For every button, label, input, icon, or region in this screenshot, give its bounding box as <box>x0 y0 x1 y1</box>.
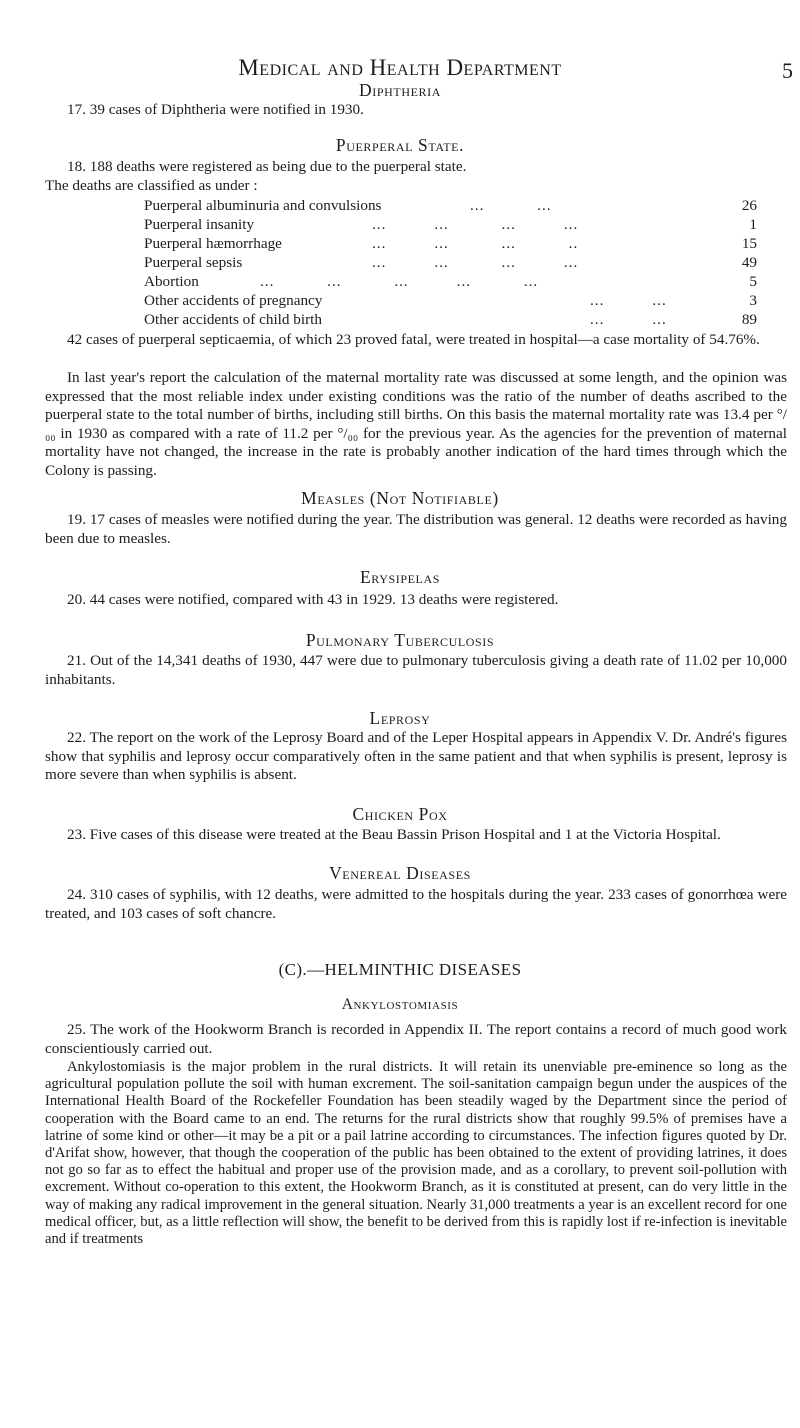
row-label: Puerperal albuminuria and convulsions <box>144 197 382 214</box>
leprosy-paragraph: 22. The report on the work of the Leprosy Board and of the Leper Hospital appears in Appendix V. Dr. André's figures show that syphilis and leprosy occur comparatively often in the same patient and that when syphilis is present, leprosy is more severe than when syphilis is absent. <box>45 729 787 783</box>
erysipelas-heading: Erysipelas <box>359 567 441 587</box>
row-label: Puerperal sepsis <box>144 254 243 271</box>
ankylostomiasis-heading: Ankylostomiasis <box>341 996 459 1013</box>
leader-dots: ... ... ... ... <box>372 216 579 233</box>
tuberculosis-paragraph: 21. Out of the 14,341 deaths of 1930, 447 were due to pulmonary tuberculosis giving a death rate of 11.02 per 10,000 inhabitants. <box>45 652 787 688</box>
puerperal-intro: 18. 188 deaths were registered as being due to the puerperal state. <box>67 158 467 175</box>
venereal-heading: Venereal Diseases <box>329 863 471 883</box>
tuberculosis-heading: Pulmonary Tuberculosis <box>305 630 495 650</box>
row-label: Puerperal insanity <box>144 216 255 233</box>
ankylostomiasis-paragraph-2: Ankylostomiasis is the major problem in the rural districts. It will retain its unenviable pre-eminence so long as the agricultural population pollute the soil with human excrement. The soil-sanitation campaign begun under the auspices of the International Health Board of the Rockefeller Foundation has been steadily waged by the Department since the period of cooperation with the Board came to an end. The returns for the rural districts show that roughly 99.5% of premises have a latrine of some kind or other—it may be a pit or a pail latrine according to circumstances. The infection figures quoted by Dr. d'Arifat show, however, that though the cooperation of the public has been obtained to the extent of providing latrines, it does not go so far as to effect the habitual and proper use of the provision made, and as a corollary, to prevent soil-pollution with excrement. Without co-operation to this extent, the Hookworm Branch, as it is constituted at present, can do very little in the way of making any radical improvement in the general situation. Nearly 31,000 treatments a year is an excellent record for one medical officer, but, as a little reflection will show, the benefit to be derived from this is rapidly lost if re-infection is inevitable and if treatments <box>45 1059 787 1248</box>
row-label: Other accidents of child birth <box>144 311 322 328</box>
puerperal-classified: The deaths are classified as under : <box>45 177 258 194</box>
venereal-paragraph: 24. 310 cases of syphilis, with 12 deaths, were admitted to the hospitals during the year. 233 cases of gonorrhœa were treated, and 103 cases of soft chancre. <box>45 886 787 922</box>
leader-dots: ... ... <box>590 311 667 328</box>
leader-dots: ... ... <box>470 197 552 214</box>
puerperal-heading: Puerperal State. <box>335 135 465 155</box>
row-label: Other accidents of pregnancy <box>144 292 323 309</box>
maternal-mortality-paragraph: In last year's report the calculation of the maternal mortality rate was discussed at some length, and the opinion was expressed that the most reliable index under existing conditions was the ratio of the number of deaths ascribed to the puerperal state to the total number of births, including still births. On this basis the maternal mortality rate was 13.4 per °/₀₀ in 1930 as compared with a rate of 11.2 per °/₀₀ for the previous year. As the agencies for the prevention of maternal mortality have not changed, the increase in the rate is probably another indication of the hard times through which the Colony is passing. <box>45 369 787 479</box>
chicken-pox-heading: Chicken Pox <box>352 804 448 824</box>
diphtheria-heading: Diphtheria <box>359 80 441 100</box>
leader-dots: ... ... ... ... <box>372 254 579 271</box>
row-value: 89 <box>741 311 757 328</box>
row-label: Abortion <box>144 273 199 290</box>
page-number: 5 <box>782 58 793 83</box>
measles-paragraph: 19. 17 cases of measles were notified during the year. The distribution was general. 12 deaths were recorded as having been due to measles. <box>45 511 787 547</box>
ankylostomiasis-paragraph-1: 25. The work of the Hookworm Branch is recorded in Appendix II. The report contains a record of much good work conscientiously carried out. <box>45 1021 787 1057</box>
row-value: 26 <box>741 197 757 214</box>
row-value: 1 <box>749 216 757 233</box>
helminthic-heading: (C).—HELMINTHIC DISEASES <box>278 960 522 979</box>
row-value: 49 <box>741 254 757 271</box>
leader-dots: ... ... <box>590 292 667 309</box>
leader-dots: ... ... ... .. <box>372 235 579 252</box>
measles-heading: Measles (Not Notifiable) <box>301 488 499 508</box>
septicaemia-paragraph: 42 cases of puerperal septicaemia, of which 23 proved fatal, were treated in hospital—a case mortality of 54.76%. <box>67 331 760 348</box>
leprosy-heading: Leprosy <box>369 708 431 728</box>
row-value: 3 <box>749 292 757 309</box>
row-value: 15 <box>741 235 757 252</box>
leader-dots: ... ... ... ... ... <box>260 273 539 290</box>
erysipelas-paragraph: 20. 44 cases were notified, compared with 43 in 1929. 13 deaths were registered. <box>67 591 559 608</box>
diphtheria-paragraph: 17. 39 cases of Diphtheria were notified in 1930. <box>67 101 364 118</box>
page-header-title: Medical and Health Department <box>238 55 562 80</box>
chicken-pox-paragraph: 23. Five cases of this disease were treated at the Beau Bassin Prison Hospital and 1 at the Victoria Hospital. <box>67 826 721 843</box>
row-value: 5 <box>749 273 757 290</box>
row-label: Puerperal hæmorrhage <box>144 235 282 252</box>
